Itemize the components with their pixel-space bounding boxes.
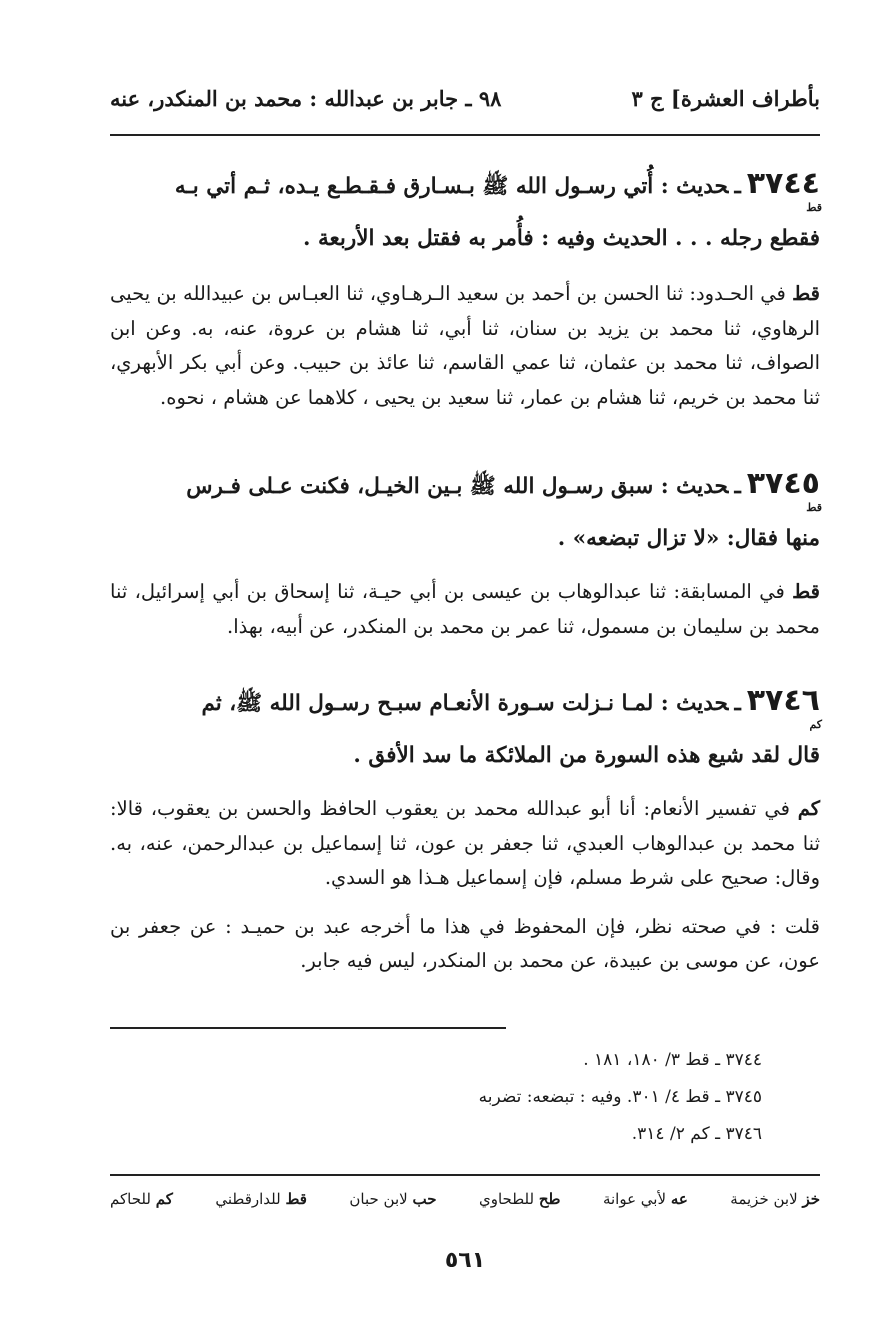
source-paragraph: [110, 792, 820, 896]
commentary-text: قلت : في صحته نظر، فإن المحفوظ في هذا ما أخرجه عبد بن حميـد : عن جعفر بن عون، عن موسى بن عبيدة، عن محمد بن المنكدر، ليس فيه جابر.: [110, 914, 820, 972]
page-number: ٥٦١: [444, 1248, 486, 1273]
source-code: كم: [797, 797, 820, 820]
header-rule: [110, 134, 820, 136]
footnote: ٣٧٤٦ ـ كم ٢/ ٣١٤.: [631, 1124, 762, 1144]
book-code: قط: [806, 201, 822, 214]
legend-item: كم للحاكم: [110, 1190, 173, 1208]
source-text: في الحـدود: ثنا الحسن بن أحمد بن سعيد الـرهـاوي، ثنا العبـاس بن عبيدالله بن يحيى الرهاوي، ثنا محمد بن يزيد بن سنان، ثنا أبي، ثنا هشام بن عروة، عنه، به. وعن ابن الصواف، ثنا محمد بن عثمان، ثنا عمي القاسم، ثنا عائذ بن حبيب. وعن أبي بكر الأبهري، ثنا محمد بن خريم، ثنا هشام بن عمار، ثنا سعيد بن يحيى ، كلاهما عن هشام ، نحوه.: [110, 282, 820, 409]
footnote: ٣٧٤٤ ـ قط ٣/ ١٨٠، ١٨١ .: [583, 1050, 762, 1070]
hadith-entry: [110, 458, 820, 644]
source-paragraph: [110, 277, 820, 415]
source-code: قط: [792, 282, 820, 305]
legend-rule: [110, 1174, 820, 1176]
entry-heading-line: قال لقد شيع هذه السورة من الملائكة ما سد الأفق .: [353, 743, 820, 768]
entry-heading: ٣٧٤٥ـحديث : سبق رسـول الله ﷺ بـين الخيـل، فكنت عـلى فـرس قط منها فقال: «لا تزال تبضعه» .: [186, 466, 822, 551]
entry-number: ٣٧٤٥: [746, 466, 820, 501]
book-code: قط: [806, 501, 822, 514]
legend-item: طح للطحاوي: [478, 1190, 561, 1208]
book-code: كم: [809, 718, 822, 731]
entry-heading-line: حديث : لمـا نـزلت سـورة الأنعـام سبـح رسـول الله ﷺ، ثم: [201, 691, 729, 716]
footnotes: [110, 1042, 820, 1153]
entry-heading-line: منها فقال: «لا تزال تبضعه» .: [557, 526, 820, 551]
source-paragraph: [110, 575, 820, 644]
footnote: ٣٧٤٥ ـ قط ٤/ ٣٠١. وفيه : تبضعه: تضربه: [478, 1087, 762, 1107]
entry-heading: ٣٧٤٦ـحديث : لمـا نـزلت سـورة الأنعـام سبـح رسـول الله ﷺ، ثم كم قال لقد شيع هذه السورة من الملائكة ما سد الأفق .: [201, 683, 822, 768]
source-text: في المسابقة: ثنا عبدالوهاب بن عيسى بن أبي حيـة، ثنا إسحاق بن أبي إسرائيل، ثنا محمد بن سليمان بن مسمول، ثنا عمر بن محمد بن المنكدر، عن أبيه، بهذا.: [110, 580, 820, 638]
abbreviation-legend: [110, 1190, 820, 1208]
book-title: بأطراف العشرة] ج ٣: [631, 86, 820, 111]
entry-number: ٣٧٤٦: [746, 683, 820, 718]
entry-heading-line: حديث : سبق رسـول الله ﷺ بـين الخيـل، فكنت عـلى فـرس: [186, 474, 729, 499]
source-code: قط: [792, 580, 820, 603]
hadith-entry: [110, 675, 820, 979]
legend-item: خز لابن خزيمة: [730, 1190, 820, 1208]
chapter-heading: ٩٨ ـ جابر بن عبدالله : محمد بن المنكدر، عنه: [110, 86, 502, 111]
hadith-entry: [110, 158, 820, 415]
entry-heading-line: فقطع رجله . . . الحديث وفيه : فأُمر به فقتل بعد الأربعة .: [303, 226, 820, 251]
source-text: في تفسير الأنعام: أنا أبو عبدالله محمد بن يعقوب الحافظ والحسن بن يعقوب، قالا: ثنا محمد بن عبدالوهاب العبدي، ثنا جعفر بن عون، ثنا إسماعيل بن عبدالرحمن، عنه، به. وقال: صحيح على شرط مسلم، فإن إسماعيل هـذا هو السدي.: [110, 797, 820, 889]
legend-item: عه لأبي عوانة: [602, 1190, 688, 1208]
entry-heading: ٣٧٤٤ـحديث : أُتي رسـول الله ﷺ بـسـارق فـقـطـع يـده، ثـم أتي بـه قط فقطع رجله . . . الحديث وفيه : فأُمر به فقتل بعد الأربعة .: [174, 166, 822, 251]
commentary-paragraph: [110, 910, 820, 979]
legend-item: حب لابن حبان: [349, 1190, 437, 1208]
running-header: [110, 86, 820, 120]
entry-number: ٣٧٤٤: [746, 166, 820, 201]
footnote-rule: [110, 1027, 506, 1029]
legend-item: قط للدارقطني: [215, 1190, 307, 1208]
entry-heading-line: حديث : أُتي رسـول الله ﷺ بـسـارق فـقـطـع يـده، ثـم أتي بـه: [174, 174, 729, 199]
book-page: [110, 0, 820, 1329]
